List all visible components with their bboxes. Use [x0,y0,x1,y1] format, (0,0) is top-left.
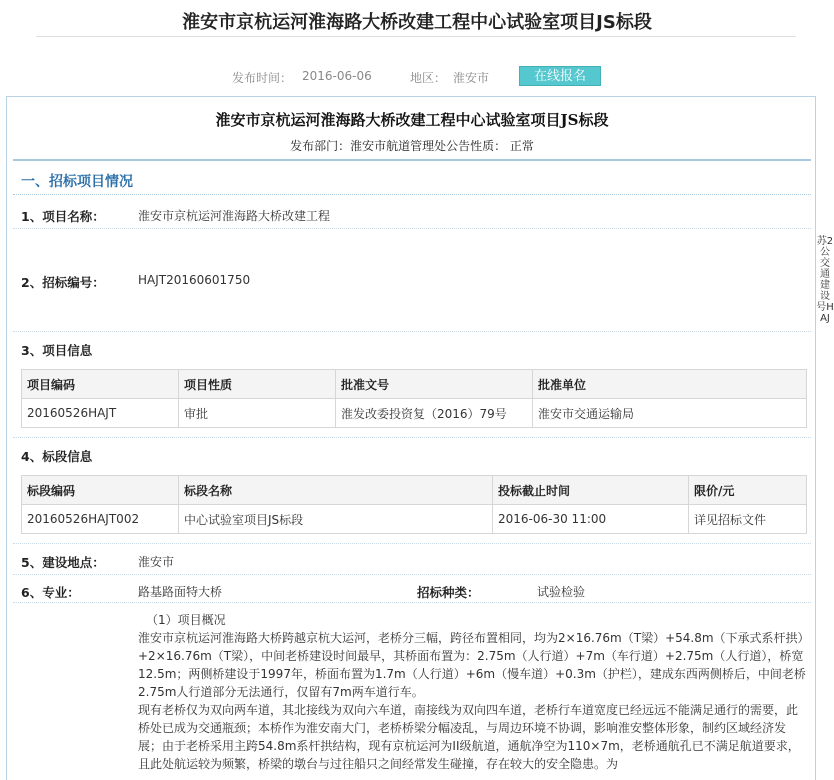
table-header: 项目性质 [179,370,336,399]
overview-paragraph: 现有老桥仅为双向两车道，其北接线为双向六车道，南接线为双向四车道，老桥行车道宽度已经远远不能满足通行的需要，此桥处已成为交通瓶颈；本桥作为淮安南大门，老桥桥梁分幅凌乱，与周边环境不协调，影响淮安整体形象，制约区域经济发展；由于老桥采用主跨54.8m系杆拱结构，现有京杭运河为II级航道，通航净空为110×7m，老桥通航孔已不满足航道要求，且此处航运较为频繁，桥梁的墩台与过往船只之间经常发生碰撞，存在较大的安全隐患。为 [138,703,800,771]
title-divider [36,36,796,37]
region-value: 淮安市 [453,71,490,85]
table-header: 投标截止时间 [493,476,689,505]
divider [13,543,811,544]
table-header: 项目编码 [22,370,179,399]
divider [13,228,811,229]
table-row [22,505,807,534]
table-header: 标段编码 [22,476,179,505]
specialty-label: 6、专业： [21,585,80,600]
page-title: 淮安市京杭运河淮海路大桥改建工程中心试验室项目JS标段 [182,12,652,33]
section-title: 一、招标项目情况 [21,174,133,190]
divider [13,602,811,603]
table-cell: 淮发改委投资复（2016）79号 [336,399,533,428]
project-overview [138,611,806,773]
project-name-label: 1、项目名称： [21,209,105,224]
bid-type-label: 招标种类： [417,585,480,600]
table-cell: 详见招标文件 [689,505,807,534]
table-cell: 20160526HAJT [22,399,179,428]
online-apply-button[interactable]: 在线报名 [519,66,601,86]
publish-time-label: 发布时间： [232,71,293,85]
overview-paragraph: 淮安市京杭运河淮海路大桥跨越京杭大运河，老桥分三幅，跨径布置相同，均为2×16.76m（T梁）+54.8m（下承式系杆拱）+2×16.76m（T梁），中间老桥建设时间最早，其桥面布置为：2.75m（人行道）+7m（车行道）+2.75m（人行道），桥宽12.5m；两侧桥建设于1997年，桥面布置为1.7m（人行道）+6m（慢车道）+0.3m（护栏），建成东西两侧桥后，中间老桥2.75m人行道部分无法通行，仅留有7m两车道行车。 [138,631,806,699]
side-strip-text: 苏2公交通建设号HAJ [816,236,834,324]
panel-subtitle: 发布部门：淮安市航道管理处公告性质： 正常 [290,139,534,153]
publish-date: 2016-06-06 [302,69,372,83]
project-info-label: 3、项目信息 [21,343,93,358]
region-label: 地区： [410,71,447,85]
bid-number-label: 2、招标编号： [21,275,105,290]
specialty-value: 路基路面特大桥 [138,585,223,599]
table-header: 限价/元 [689,476,807,505]
table-row [22,399,807,428]
table-cell: 淮安市交通运输局 [533,399,807,428]
table-cell: 中心试验室项目JS标段 [179,505,493,534]
table-cell: 审批 [179,399,336,428]
section-header [13,159,811,195]
table-header: 标段名称 [179,476,493,505]
project-name-value: 淮安市京杭运河淮海路大桥改建工程 [138,209,331,223]
section-info-label: 4、标段信息 [21,449,93,464]
table-cell: 20160526HAJT002 [22,505,179,534]
location-value: 淮安市 [138,555,175,569]
divider [13,437,811,438]
section-info-table [21,475,807,534]
table-header: 批准单位 [533,370,807,399]
announcement-panel [6,96,816,780]
table-cell: 2016-06-30 11:00 [493,505,689,534]
table-header: 批准文号 [336,370,533,399]
bid-number-value: HAJT20160601750 [138,273,251,287]
table-header-row [22,370,807,399]
location-label: 5、建设地点： [21,555,105,570]
divider [13,574,811,575]
table-header-row [22,476,807,505]
panel-title: 淮安市京杭运河淮海路大桥改建工程中心试验室项目JS标段 [215,111,609,129]
divider [13,331,811,332]
bid-type-value: 试验检验 [537,585,586,599]
overview-heading: （1）项目概况 [146,613,226,627]
project-info-table [21,369,807,428]
